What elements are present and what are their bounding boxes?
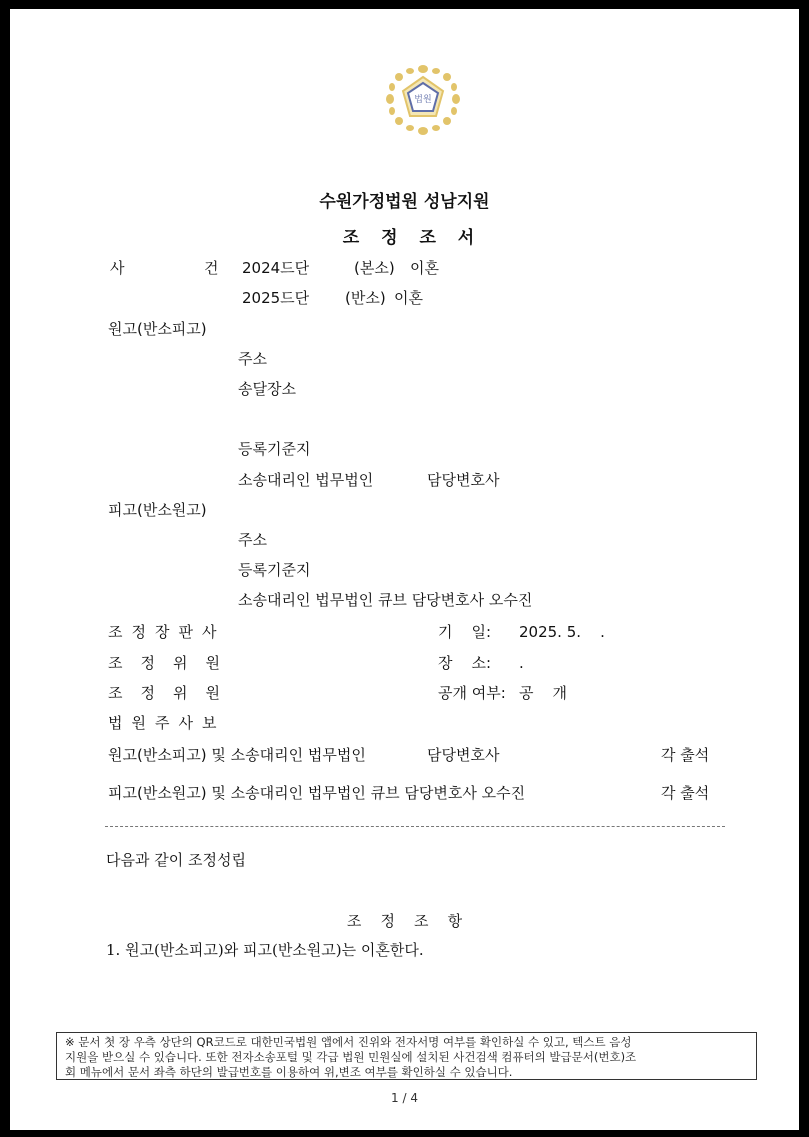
- case-type-1: (본소): [354, 259, 395, 277]
- plaintiff-heading: 원고(반소피고): [108, 320, 207, 338]
- place-value: .: [519, 654, 524, 672]
- court-seal-icon: [384, 61, 462, 137]
- document-title: 조 정 조 서: [342, 228, 483, 248]
- plaintiff-delivery: 송달장소: [238, 380, 296, 398]
- defendant-heading: 피고(반소원고): [108, 501, 207, 519]
- notice-line-3: 회 메뉴에서 문서 좌측 하단의 발급번호를 이용하여 위,변조 여부를 확인하실 수 있습니다.: [65, 1065, 513, 1079]
- case-kind-2: 이혼: [394, 289, 423, 307]
- case-label-1: 사: [110, 259, 125, 277]
- public-label: 공개 여부:: [438, 684, 506, 702]
- notice-line-1: ※ 문서 첫 장 우측 상단의 QR코드로 대한민국법원 앱에서 진위와 전자서명 여부를 확인하실 수 있고, 텍스트 음성: [65, 1035, 632, 1049]
- verification-notice: [56, 1032, 757, 1080]
- court-name: 수원가정법원 성남지원: [319, 192, 490, 212]
- intro-text: 다음과 같이 조정성립: [106, 851, 246, 869]
- attendance-plaintiff-status: 각 출석: [661, 746, 710, 764]
- defendant-registry: 등록기준지: [238, 561, 311, 579]
- notice-line-2: 지원을 받으실 수 있습니다. 또한 전자소송포털 및 각급 법원 민원실에 설치된 사건검색 컴퓨터의 발급문서(번호)조: [65, 1050, 637, 1064]
- plaintiff-agent-lawyer: 담당변호사: [427, 471, 500, 489]
- defendant-address: 주소: [238, 531, 267, 549]
- official-judge: 조정장판사: [108, 623, 226, 641]
- dashed-divider: [105, 826, 725, 827]
- section-title: 조 정 조 항: [346, 912, 463, 930]
- attendance-defendant: 피고(반소원고) 및 소송대리인 법무법인 큐브 담당변호사 오수진: [108, 784, 526, 802]
- document-page: [10, 9, 799, 1130]
- plaintiff-agent: 소송대리인 법무법인: [238, 471, 374, 489]
- attendance-defendant-status: 각 출석: [661, 784, 710, 802]
- clause-1: 1. 원고(반소피고)와 피고(반소원고)는 이혼한다.: [106, 941, 424, 959]
- seal-text: 법원: [414, 95, 432, 105]
- case-type-2: (반소): [345, 289, 386, 307]
- case-number-2: 2025드단: [242, 289, 310, 307]
- plaintiff-address: 주소: [238, 350, 267, 368]
- case-number-1: 2024드단: [242, 259, 310, 277]
- case-label-2: 건: [204, 259, 219, 277]
- official-member-1: 조정위원: [108, 654, 238, 672]
- attendance-plaintiff: 원고(반소피고) 및 소송대리인 법무법인: [108, 746, 366, 764]
- official-member-2: 조정위원: [108, 684, 238, 702]
- defendant-agent: 소송대리인 법무법인 큐브 담당변호사 오수진: [238, 591, 533, 609]
- page-number: 1 / 4: [391, 1091, 418, 1105]
- official-clerk: 법원주사보: [108, 714, 226, 732]
- attendance-plaintiff-lawyer: 담당변호사: [427, 746, 500, 764]
- public-value: 공 개: [519, 684, 568, 702]
- date-value: 2025. 5. .: [519, 623, 605, 641]
- place-label: 장 소:: [438, 654, 492, 672]
- date-label: 기 일:: [438, 623, 492, 641]
- plaintiff-registry: 등록기준지: [238, 440, 311, 458]
- case-kind-1: 이혼: [410, 259, 439, 277]
